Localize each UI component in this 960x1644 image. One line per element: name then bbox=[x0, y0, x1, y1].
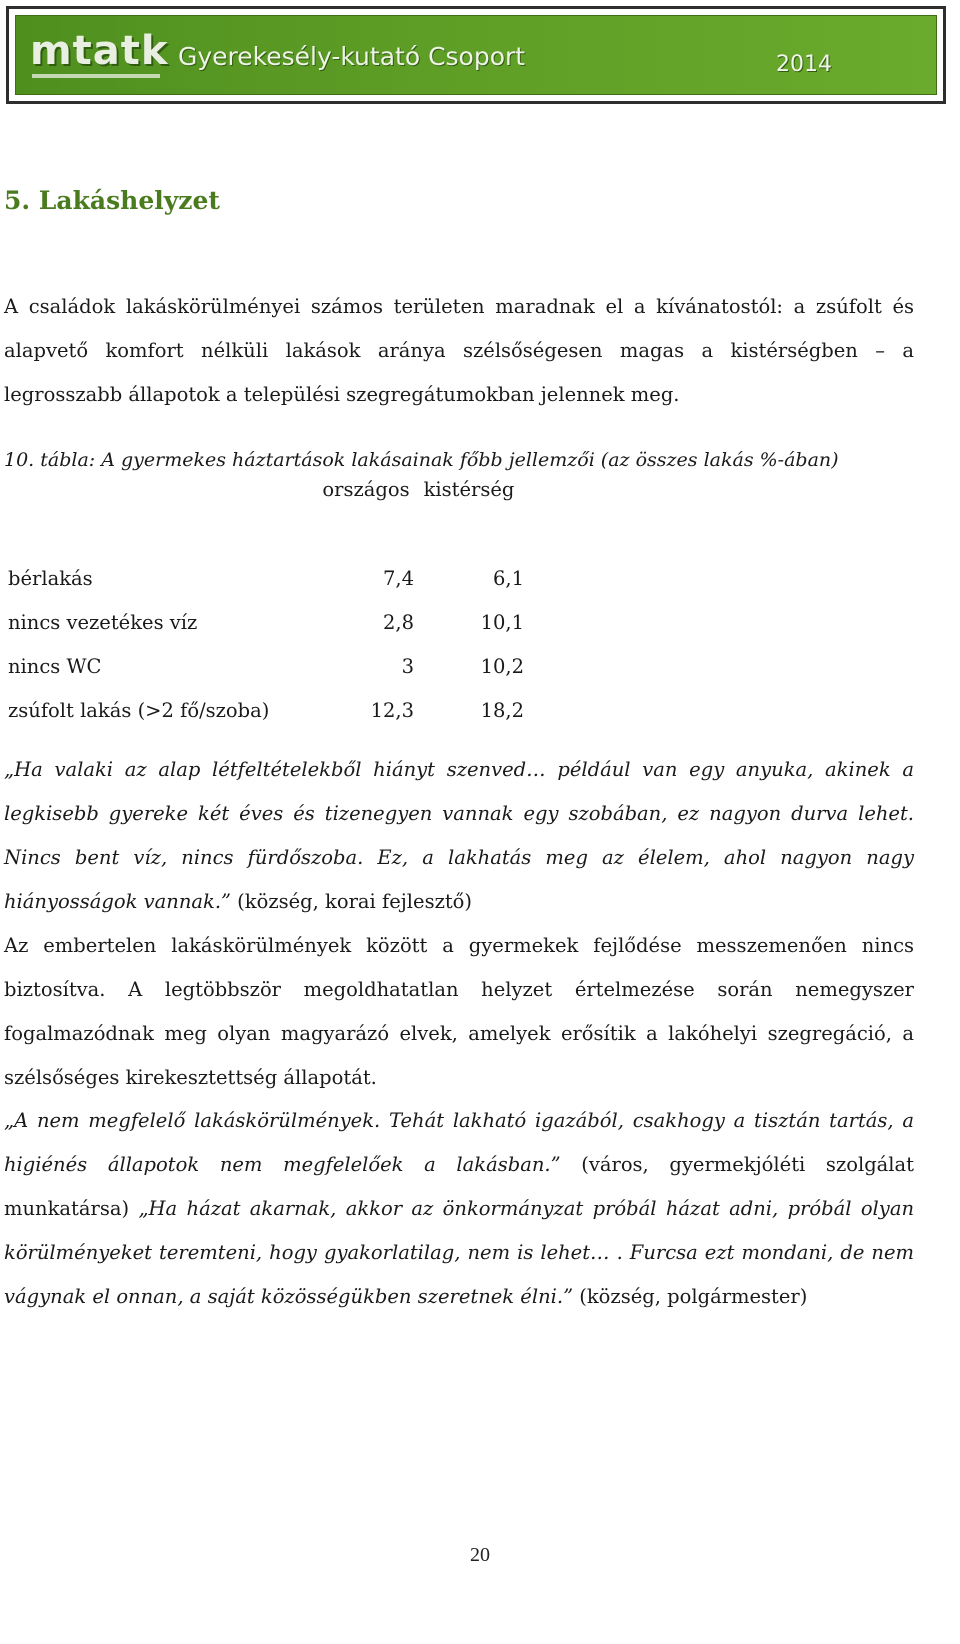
paragraph-quote-2 bbox=[4, 1099, 914, 1319]
table-spacer-cell bbox=[4, 512, 524, 556]
quote-source: (község, polgármester) bbox=[573, 1285, 808, 1308]
table-header-kisterseg: kistérség bbox=[423, 478, 515, 501]
row-value-kisterseg: 10,2 bbox=[480, 654, 524, 678]
interview-quote: „Ha valaki az alap létfeltételekből hiányt szenved… például van egy anyuka, akinek a legkisebb gyereke két éves és tizenegyen vannak egy szobában, ez nagyon durva lehet. Nincs bent víz, nincs fürdőszoba. Ez, a lakhatás meg az élelem, ahol nagyon nagy hiányosságok vannak.” bbox=[4, 758, 914, 913]
table-row bbox=[4, 600, 524, 644]
table-header-orszagos: országos bbox=[322, 478, 410, 501]
row-value-kisterseg: 6,1 bbox=[492, 566, 524, 590]
interview-quote: „Ha házat akarnak, akkor az önkormányzat próbál házat adni, próbál olyan körülményeket teremteni, hogy gyakorlatilag, nem is lehet… . Furcsa ezt mondani, de nem vágynak el onnan, a saját közösségükben szeretnek élni.” bbox=[4, 1197, 914, 1308]
row-value-orszagos: 2,8 bbox=[382, 610, 414, 634]
row-value-orszagos: 7,4 bbox=[382, 566, 414, 590]
section-title: 5. Lakáshelyzet bbox=[4, 186, 220, 215]
paragraph-intro: A családok lakáskörülményei számos területen maradnak el a kívánatostól: a zsúfolt és alapvető komfort nélküli lakások aránya szélsőségesen magas a kistérségben – a legrosszabb állapotok a települési szegregátumokban jelennek meg. bbox=[4, 295, 914, 406]
row-label: nincs WC bbox=[8, 654, 102, 678]
row-label: zsúfolt lakás (>2 fő/szoba) bbox=[8, 698, 270, 722]
table-row bbox=[4, 644, 524, 688]
header-banner bbox=[6, 6, 946, 104]
mtatk-logo: mtatk bbox=[30, 28, 169, 74]
row-value-kisterseg: 18,2 bbox=[480, 698, 524, 722]
interview-quote: „A nem megfelelő lakáskörülmények. Tehát lakható igazából, csakhogy a tisztán tartás, a higiénés állapotok nem megfelelőek a lakásban.” bbox=[4, 1109, 914, 1176]
quote-source: (község, korai fejlesztő) bbox=[230, 890, 473, 913]
paragraph-quote-1 bbox=[4, 748, 914, 1100]
group-name: Gyerekesély-kutató Csoport bbox=[178, 42, 526, 71]
table-spacer bbox=[4, 512, 524, 556]
row-value-kisterseg: 10,1 bbox=[480, 610, 524, 634]
header-banner-background bbox=[15, 15, 937, 95]
logo-underline bbox=[32, 74, 160, 78]
table-header-row bbox=[4, 478, 524, 512]
quote-source: (város, gyermekjóléti szolgálat munkatársa) bbox=[4, 1153, 914, 1220]
housing-table bbox=[4, 478, 524, 732]
table-header-empty bbox=[4, 478, 318, 512]
table-caption: 10. tábla: A gyermekes háztartások lakásainak főbb jellemzői (az összes lakás %-ában) bbox=[4, 449, 839, 471]
table-row bbox=[4, 688, 524, 732]
table-row bbox=[4, 556, 524, 600]
row-value-orszagos: 3 bbox=[401, 654, 414, 678]
page-number: 20 bbox=[470, 1544, 490, 1566]
row-value-orszagos: 12,3 bbox=[370, 698, 414, 722]
header-year: 2014 bbox=[776, 52, 832, 77]
row-label: nincs vezetékes víz bbox=[8, 610, 198, 634]
body-text: Az embertelen lakáskörülmények között a gyermekek fejlődése messzemenően nincs biztosítva. A legtöbbször megoldhatatlan helyzet értelmezése során nemegyszer fogalmazódnak meg olyan magyarázó elvek, amelyek erősítik a lakóhelyi szegregáció, a szélsőséges kirekesztettség állapotát. bbox=[4, 934, 914, 1089]
row-label: bérlakás bbox=[8, 566, 93, 590]
